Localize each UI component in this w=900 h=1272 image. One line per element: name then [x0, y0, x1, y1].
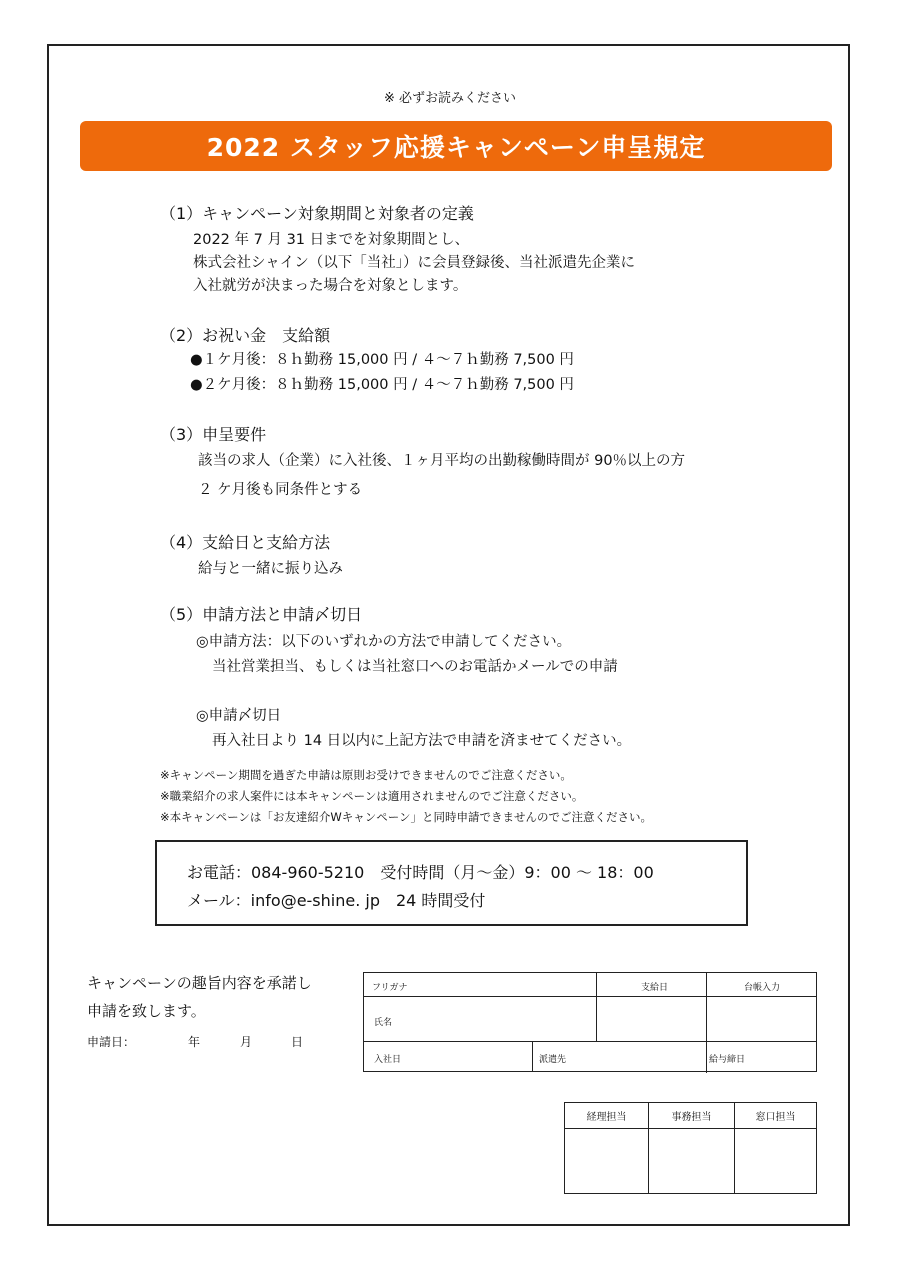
- section-5-line: 再入社日より 14 日以内に上記方法で申請を済ませてください。: [212, 733, 632, 749]
- form-col-divider: [596, 973, 597, 1041]
- contact-mail: メール：info@e-shine. jp 24 時間受付: [187, 891, 486, 910]
- form-row-divider: [364, 996, 816, 997]
- contact-box: [155, 840, 748, 926]
- name-label: 氏名: [374, 1018, 393, 1028]
- section-3-heading: （3）申呈要件: [160, 425, 267, 444]
- ledger-input-label: 台帳入力: [744, 983, 781, 993]
- counter-header: 窓口担当: [755, 1112, 796, 1123]
- form-row-divider: [364, 1041, 816, 1042]
- caution-note: ※本キャンペーンは「お友達紹介Wキャンペーン」と同時申請できませんのでご注意ください。: [160, 810, 653, 824]
- section-4-line: 給与と一緒に振り込み: [198, 561, 343, 577]
- read-notice: ※ 必ずお読みください: [383, 91, 517, 106]
- office-header: 事務担当: [671, 1112, 712, 1123]
- section-3-line: 該当の求人（企業）に入社後、１ヶ月平均の出勤稼働時間が 90％以上の方: [198, 453, 686, 469]
- day-label: 日: [291, 1035, 304, 1049]
- page-title-text: 2022 スタッフ応援キャンペーン申呈規定: [206, 133, 706, 162]
- form-col-divider: [706, 973, 707, 1073]
- section-5-line: 当社営業担当、もしくは当社窓口へのお電話かメールでの申請: [212, 659, 618, 675]
- consent-line: 申請を致します。: [87, 1002, 206, 1020]
- join-date-label: 入社日: [374, 1055, 402, 1065]
- section-5-line: ◎申請方法：以下のいずれかの方法で申請してください。: [196, 634, 572, 650]
- section-2-heading: （2）お祝い金 支給額: [160, 326, 331, 345]
- payroll-close-label: 給与締日: [709, 1055, 746, 1065]
- section-3-line: ２ ケ月後も同条件とする: [198, 482, 363, 498]
- section-2-line: ●１ケ月後：８ｈ勤務 15,000 円 / ４～７ｈ勤務 7,500 円: [190, 352, 574, 368]
- section-4-heading: （4）支給日と支給方法: [160, 533, 331, 552]
- section-1-line: 株式会社シャイン（以下「当社」）に会員登録後、当社派遣先企業に: [193, 255, 635, 271]
- year-label: 年: [188, 1035, 201, 1049]
- section-5-line: ◎申請〆切日: [196, 708, 282, 724]
- section-1-line: 入社就労が決まった場合を対象とします。: [193, 278, 468, 294]
- pay-date-label: 支給日: [641, 983, 669, 993]
- form-col-divider: [532, 1041, 533, 1072]
- applicant-form-table: [363, 972, 817, 1072]
- approval-stamp-table: [564, 1102, 817, 1194]
- application-date-label: 申請日：: [87, 1035, 136, 1049]
- consent-line: キャンペーンの趣旨内容を承諾し: [87, 974, 312, 992]
- furigana-label: フリガナ: [372, 983, 408, 993]
- caution-note: ※職業紹介の求人案件には本キャンペーンは適用されませんのでご注意ください。: [160, 789, 584, 803]
- month-label: 月: [240, 1035, 253, 1049]
- contact-phone: お電話：084-960-5210 受付時間（月～金）9：00 ～ 18：00: [187, 863, 654, 882]
- dispatch-label: 派遣先: [539, 1055, 567, 1065]
- accounting-header: 経理担当: [586, 1112, 627, 1123]
- page-title: [80, 121, 832, 171]
- section-1-heading: （1）キャンペーン対象期間と対象者の定義: [160, 204, 474, 223]
- section-2-line: ●２ケ月後：８ｈ勤務 15,000 円 / ４～７ｈ勤務 7,500 円: [190, 377, 574, 393]
- approval-row-divider: [565, 1128, 816, 1129]
- caution-note: ※キャンペーン期間を過ぎた申請は原則お受けできませんのでご注意ください。: [160, 768, 572, 782]
- section-1-line: 2022 年 7 月 31 日までを対象期間とし、: [193, 232, 470, 248]
- section-5-heading: （5）申請方法と申請〆切日: [160, 605, 363, 624]
